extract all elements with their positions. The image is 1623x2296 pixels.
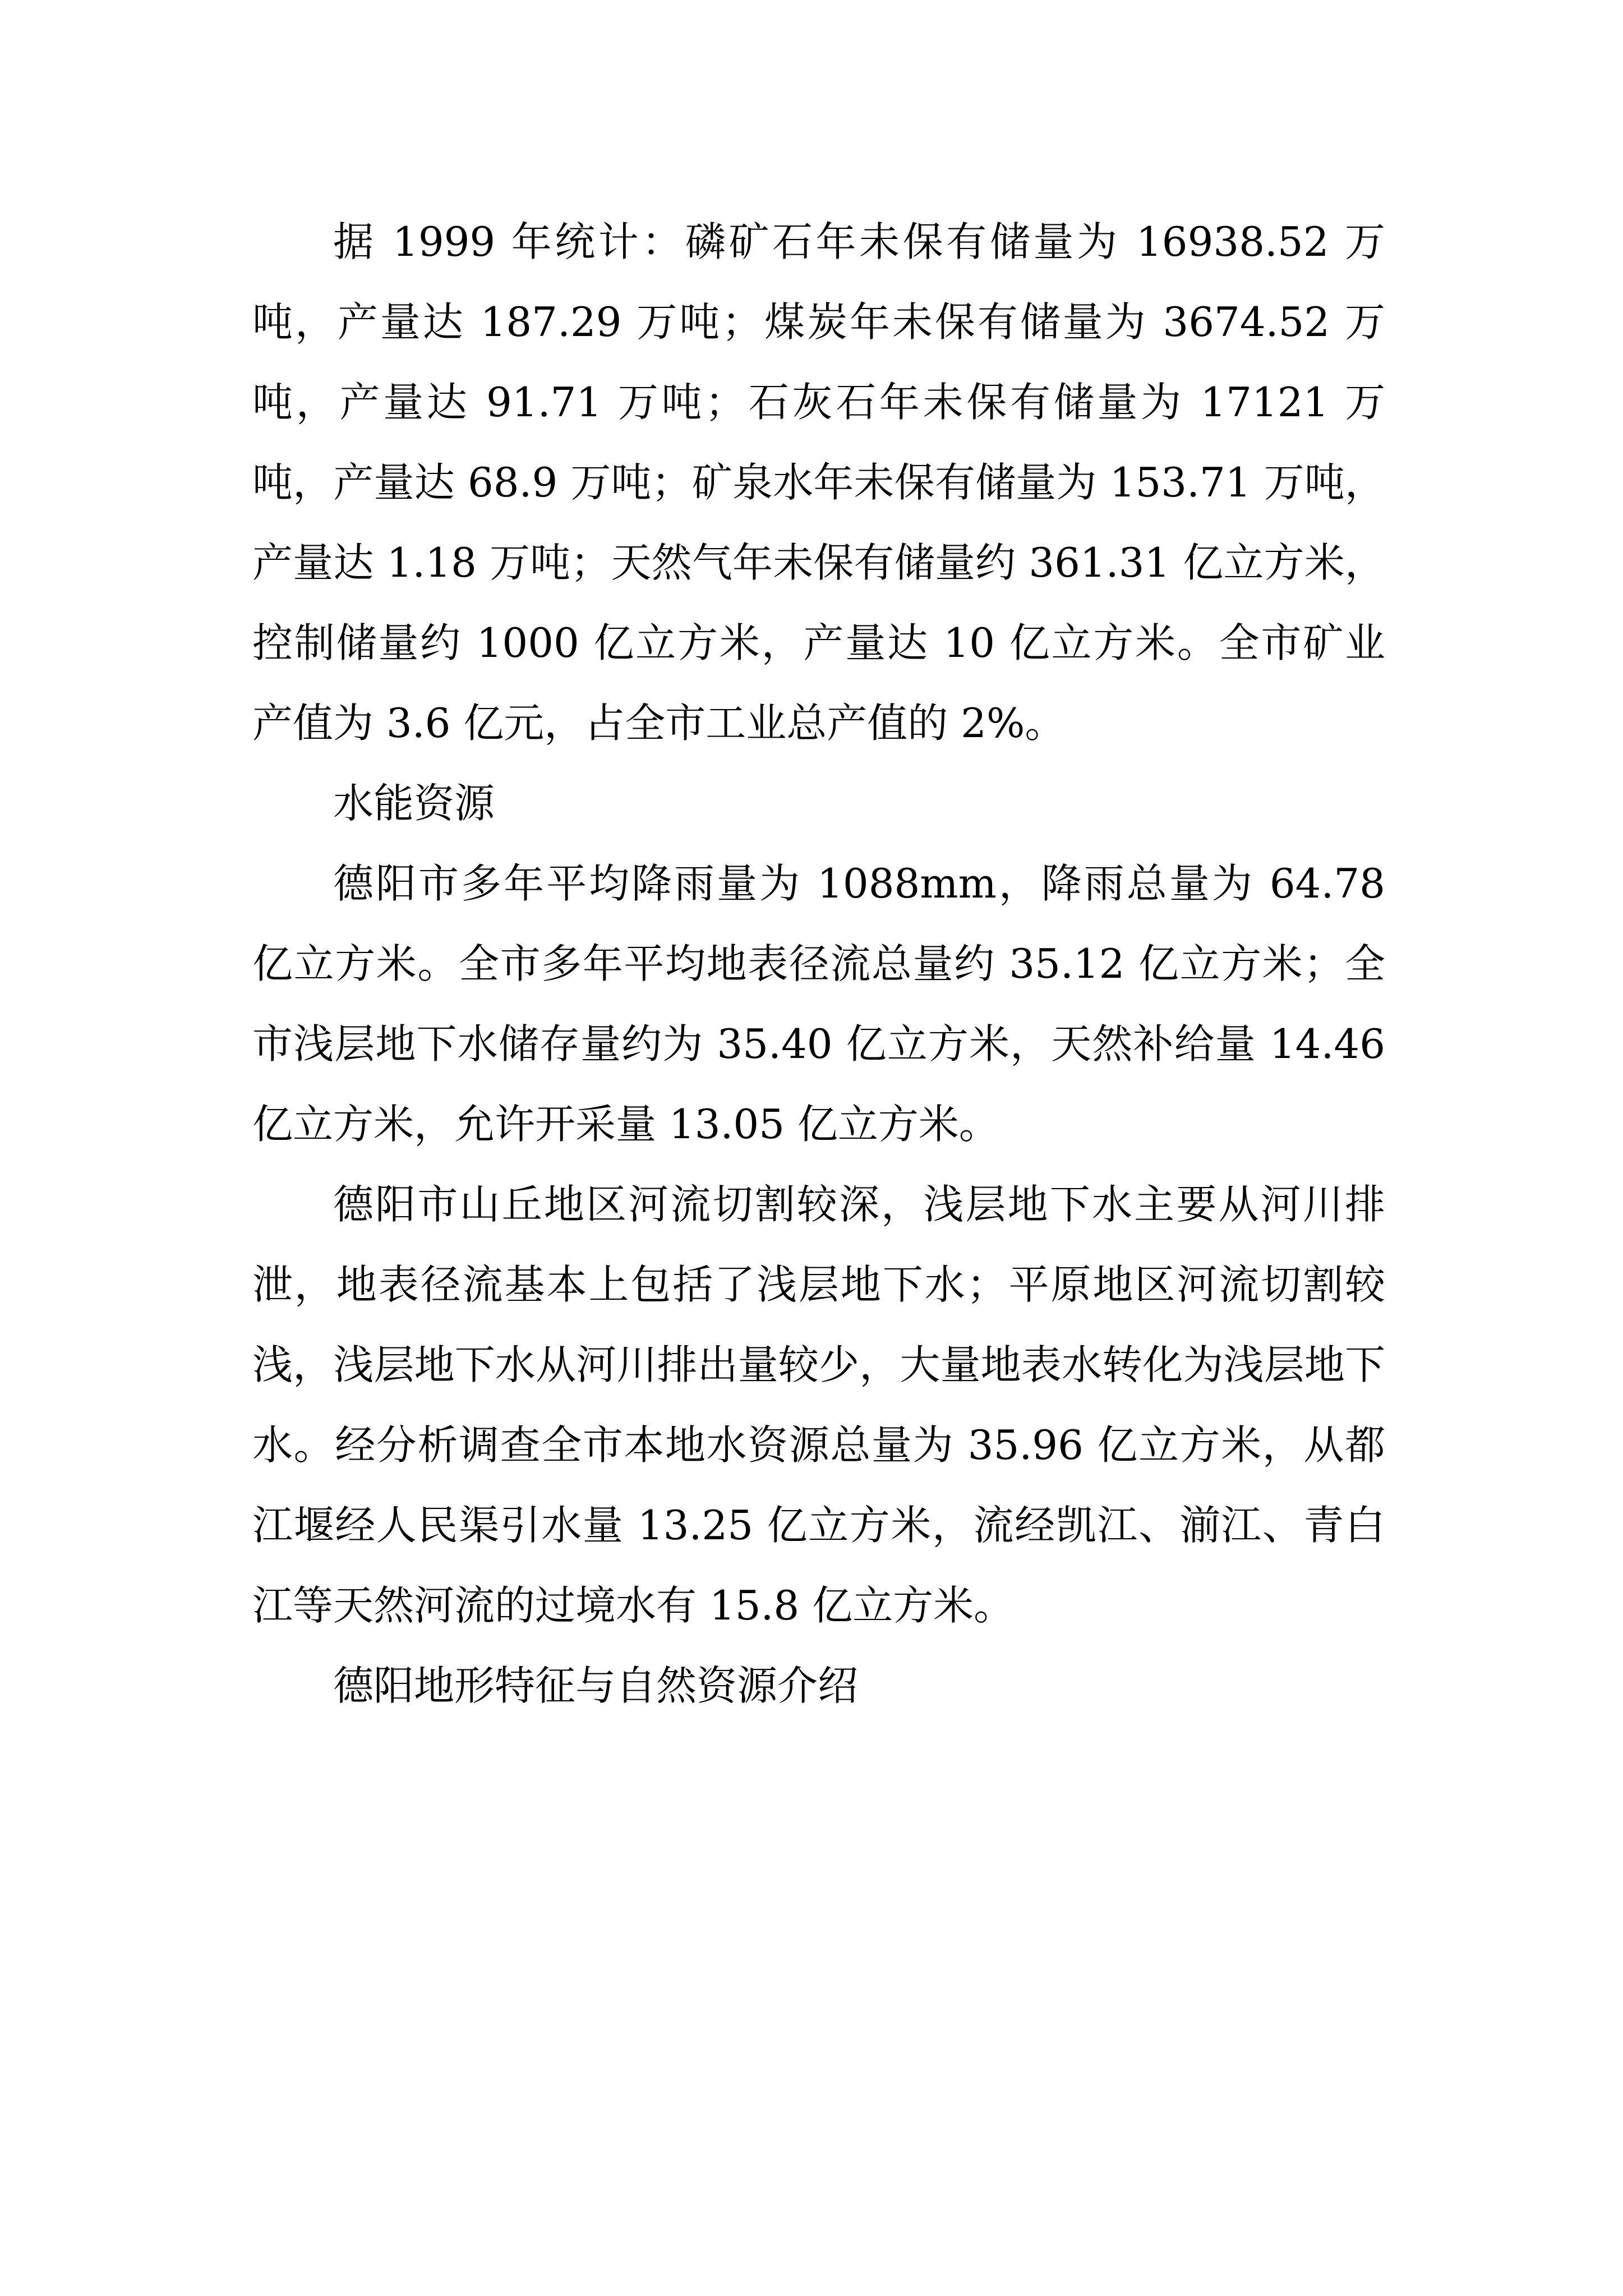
paragraph-river-water-resources: 德阳市山丘地区河流切割较深，浅层地下水主要从河川排泄，地表径流基本上包括了浅层地下水；平原地区河流切割较浅，浅层地下水从河川排出量较少，大量地表水转化为浅层地下水。经分析调查全市本地水资源总量为 35.96 亿立方米，从都江堰经人民渠引水量 13.25 亿立方米，流经凯江、湔江、青白江等天然河流的过境水有 15.8 亿立方米。 (252, 1181, 1385, 1629)
closing-title: 德阳地形特征与自然资源介绍 (333, 1662, 859, 1709)
document-body (252, 202, 1385, 1726)
section-heading-water-resources: 水能资源 (333, 780, 495, 827)
paragraph-mineral-statistics: 据 1999 年统计：磷矿石年未保有储量为 16938.52 万吨，产量达 187.29 万吨；煤炭年未保有储量为 3674.52 万吨，产量达 91.71 万吨；石灰石年未保有储量为 17121 万吨，产量达 68.9 万吨；矿泉水年未保有储量为 153.71 万吨，产量达 1.18 万吨；天然气年未保有储量约 361.31 亿立方米，控制储量约 1000 亿立方米，产量达 10 亿立方米。全市矿业产值为 3.6 亿元，占全市工业总产值的 2%。 (252, 218, 1385, 747)
paragraph-rainfall-groundwater: 德阳市多年平均降雨量为 1088mm，降雨总量为 64.78 亿立方米。全市多年平均地表径流总量约 35.12 亿立方米；全市浅层地下水储存量约为 35.40 亿立方米，天然补给量 14.46 亿立方米，允许开采量 13.05 亿立方米。 (252, 860, 1385, 1148)
